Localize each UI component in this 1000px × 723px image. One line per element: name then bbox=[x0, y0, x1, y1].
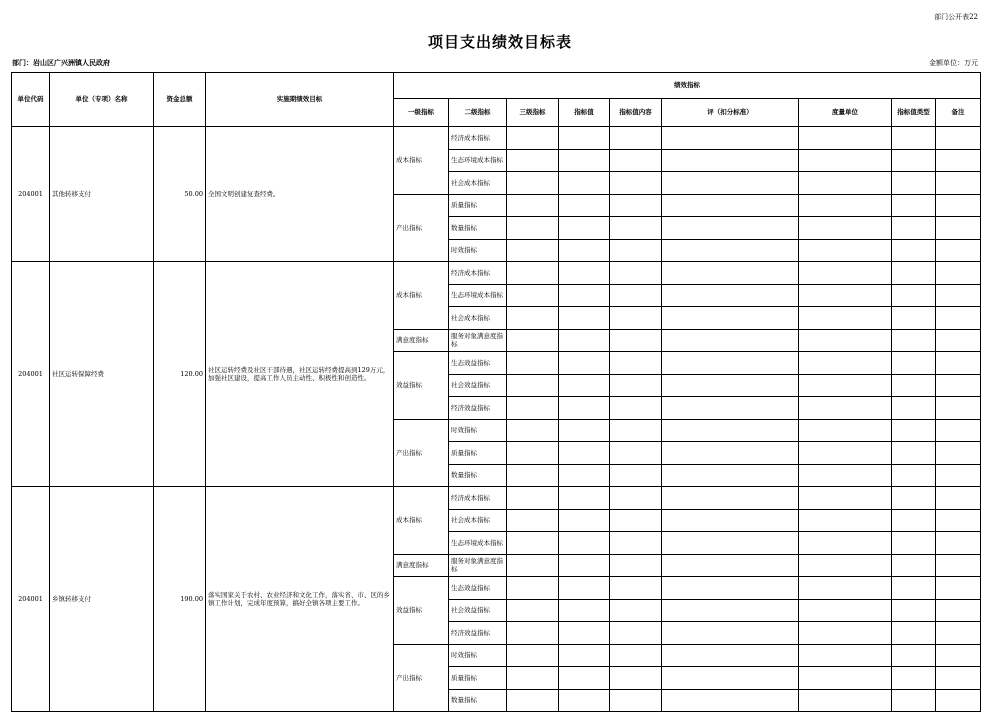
empty-cell bbox=[559, 532, 610, 555]
level1-indicator: 成本指标 bbox=[394, 262, 449, 330]
empty-cell bbox=[662, 509, 799, 532]
empty-cell bbox=[892, 374, 936, 397]
empty-cell bbox=[662, 577, 799, 600]
performance-target-table bbox=[11, 72, 981, 712]
empty-cell bbox=[799, 554, 892, 577]
level2-indicator: 社会效益指标 bbox=[449, 599, 507, 622]
level2-indicator: 生态效益指标 bbox=[449, 352, 507, 375]
empty-cell bbox=[559, 307, 610, 330]
project-name: 其他转移支付 bbox=[50, 127, 154, 262]
empty-cell bbox=[507, 149, 559, 172]
empty-cell bbox=[507, 442, 559, 465]
empty-cell bbox=[936, 689, 981, 712]
level1-indicator: 效益指标 bbox=[394, 577, 449, 645]
empty-cell bbox=[662, 352, 799, 375]
empty-cell bbox=[799, 397, 892, 420]
empty-cell bbox=[559, 194, 610, 217]
empty-cell bbox=[662, 239, 799, 262]
level2-indicator: 服务对象满意度指标 bbox=[449, 329, 507, 352]
empty-cell bbox=[936, 667, 981, 690]
empty-cell bbox=[610, 307, 662, 330]
level2-indicator: 社会成本指标 bbox=[449, 509, 507, 532]
empty-cell bbox=[936, 284, 981, 307]
level2-indicator: 时效指标 bbox=[449, 419, 507, 442]
header-value-content: 指标值内容 bbox=[610, 99, 662, 127]
empty-cell bbox=[507, 689, 559, 712]
empty-cell bbox=[507, 644, 559, 667]
empty-cell bbox=[559, 667, 610, 690]
empty-cell bbox=[892, 284, 936, 307]
header-total-funds: 资金总额 bbox=[154, 73, 206, 127]
project-code: 204001 bbox=[12, 262, 50, 487]
empty-cell bbox=[799, 194, 892, 217]
empty-cell bbox=[936, 509, 981, 532]
table-row bbox=[12, 262, 981, 285]
header-level2: 二级指标 bbox=[449, 99, 507, 127]
empty-cell bbox=[892, 644, 936, 667]
empty-cell bbox=[559, 149, 610, 172]
level2-indicator: 时效指标 bbox=[449, 239, 507, 262]
header-measure-unit: 度量单位 bbox=[799, 99, 892, 127]
empty-cell bbox=[610, 284, 662, 307]
level2-indicator: 社会成本指标 bbox=[449, 172, 507, 195]
header-value-type: 指标值类型 bbox=[892, 99, 936, 127]
empty-cell bbox=[936, 352, 981, 375]
empty-cell bbox=[936, 599, 981, 622]
empty-cell bbox=[559, 509, 610, 532]
empty-cell bbox=[892, 464, 936, 487]
empty-cell bbox=[662, 307, 799, 330]
empty-cell bbox=[507, 127, 559, 150]
empty-cell bbox=[507, 284, 559, 307]
project-amount: 120.00 bbox=[154, 262, 206, 487]
page-title: 项目支出绩效目标表 bbox=[427, 33, 572, 51]
empty-cell bbox=[610, 352, 662, 375]
empty-cell bbox=[610, 194, 662, 217]
empty-cell bbox=[559, 352, 610, 375]
level2-indicator: 经济成本指标 bbox=[449, 262, 507, 285]
level1-indicator: 产出指标 bbox=[394, 419, 449, 487]
empty-cell bbox=[662, 532, 799, 555]
level2-indicator: 时效指标 bbox=[449, 644, 507, 667]
empty-cell bbox=[662, 374, 799, 397]
empty-cell bbox=[662, 487, 799, 510]
empty-cell bbox=[559, 397, 610, 420]
empty-cell bbox=[610, 217, 662, 240]
empty-cell bbox=[662, 644, 799, 667]
header-value: 指标值 bbox=[559, 99, 610, 127]
level1-indicator: 效益指标 bbox=[394, 352, 449, 420]
empty-cell bbox=[799, 374, 892, 397]
empty-cell bbox=[610, 442, 662, 465]
empty-cell bbox=[662, 127, 799, 150]
empty-cell bbox=[892, 329, 936, 352]
empty-cell bbox=[559, 419, 610, 442]
empty-cell bbox=[662, 217, 799, 240]
empty-cell bbox=[799, 622, 892, 645]
project-goal: 社区运转经费及社区干部待遇，社区运转经费提高到129万元，加强社区建设，提高工作人员主动性、积极性和创造性。 bbox=[206, 262, 394, 487]
empty-cell bbox=[936, 464, 981, 487]
level2-indicator: 生态环境成本指标 bbox=[449, 149, 507, 172]
empty-cell bbox=[936, 307, 981, 330]
empty-cell bbox=[662, 419, 799, 442]
empty-cell bbox=[507, 622, 559, 645]
empty-cell bbox=[892, 532, 936, 555]
empty-cell bbox=[559, 689, 610, 712]
empty-cell bbox=[799, 689, 892, 712]
empty-cell bbox=[507, 487, 559, 510]
empty-cell bbox=[799, 532, 892, 555]
empty-cell bbox=[610, 239, 662, 262]
empty-cell bbox=[892, 127, 936, 150]
empty-cell bbox=[936, 442, 981, 465]
project-amount: 190.00 bbox=[154, 487, 206, 712]
empty-cell bbox=[799, 599, 892, 622]
empty-cell bbox=[662, 622, 799, 645]
empty-cell bbox=[799, 509, 892, 532]
empty-cell bbox=[892, 689, 936, 712]
project-amount: 50.00 bbox=[154, 127, 206, 262]
empty-cell bbox=[507, 352, 559, 375]
empty-cell bbox=[610, 329, 662, 352]
empty-cell bbox=[559, 442, 610, 465]
amount-unit-label: 金额单位：万元 bbox=[929, 59, 978, 67]
empty-cell bbox=[892, 622, 936, 645]
empty-cell bbox=[799, 329, 892, 352]
level2-indicator: 质量指标 bbox=[449, 194, 507, 217]
empty-cell bbox=[507, 194, 559, 217]
level1-indicator: 满意度指标 bbox=[394, 329, 449, 352]
empty-cell bbox=[662, 149, 799, 172]
empty-cell bbox=[892, 149, 936, 172]
header-remark: 备注 bbox=[936, 99, 981, 127]
empty-cell bbox=[892, 194, 936, 217]
empty-cell bbox=[507, 172, 559, 195]
project-goal: 落实国家关于农村、农业经济和文化工作，落实省、市、区的乡镇工作计划，完成年度预算，搞好全镇各项主要工作。 bbox=[206, 487, 394, 712]
empty-cell bbox=[936, 239, 981, 262]
department-label: 部门：岩山区广兴洲镇人民政府 bbox=[12, 58, 110, 67]
empty-cell bbox=[610, 554, 662, 577]
empty-cell bbox=[892, 172, 936, 195]
empty-cell bbox=[559, 329, 610, 352]
empty-cell bbox=[662, 442, 799, 465]
empty-cell bbox=[559, 127, 610, 150]
level1-indicator: 产出指标 bbox=[394, 644, 449, 712]
empty-cell bbox=[507, 554, 559, 577]
empty-cell bbox=[507, 239, 559, 262]
empty-cell bbox=[610, 172, 662, 195]
empty-cell bbox=[799, 307, 892, 330]
empty-cell bbox=[936, 622, 981, 645]
empty-cell bbox=[892, 554, 936, 577]
empty-cell bbox=[936, 397, 981, 420]
level2-indicator: 质量指标 bbox=[449, 442, 507, 465]
header-performance: 绩效指标 bbox=[394, 73, 981, 99]
empty-cell bbox=[892, 352, 936, 375]
level1-indicator: 成本指标 bbox=[394, 487, 449, 555]
empty-cell bbox=[662, 667, 799, 690]
level2-indicator: 生态环境成本指标 bbox=[449, 284, 507, 307]
empty-cell bbox=[507, 532, 559, 555]
empty-cell bbox=[559, 599, 610, 622]
empty-cell bbox=[610, 577, 662, 600]
empty-cell bbox=[559, 554, 610, 577]
empty-cell bbox=[662, 397, 799, 420]
empty-cell bbox=[892, 667, 936, 690]
empty-cell bbox=[610, 464, 662, 487]
empty-cell bbox=[559, 622, 610, 645]
level2-indicator: 生态环境成本指标 bbox=[449, 532, 507, 555]
header-level1: 一级指标 bbox=[394, 99, 449, 127]
level2-indicator: 质量指标 bbox=[449, 667, 507, 690]
empty-cell bbox=[936, 262, 981, 285]
table-body bbox=[12, 127, 981, 712]
empty-cell bbox=[662, 554, 799, 577]
empty-cell bbox=[507, 374, 559, 397]
empty-cell bbox=[662, 262, 799, 285]
empty-cell bbox=[610, 374, 662, 397]
empty-cell bbox=[936, 127, 981, 150]
empty-cell bbox=[936, 374, 981, 397]
empty-cell bbox=[610, 397, 662, 420]
empty-cell bbox=[559, 217, 610, 240]
empty-cell bbox=[662, 689, 799, 712]
empty-cell bbox=[507, 509, 559, 532]
empty-cell bbox=[559, 577, 610, 600]
empty-cell bbox=[799, 487, 892, 510]
empty-cell bbox=[559, 464, 610, 487]
level1-indicator: 成本指标 bbox=[394, 127, 449, 195]
empty-cell bbox=[892, 419, 936, 442]
empty-cell bbox=[610, 667, 662, 690]
level2-indicator: 数量指标 bbox=[449, 217, 507, 240]
empty-cell bbox=[936, 487, 981, 510]
empty-cell bbox=[799, 262, 892, 285]
empty-cell bbox=[507, 419, 559, 442]
empty-cell bbox=[507, 329, 559, 352]
empty-cell bbox=[662, 284, 799, 307]
empty-cell bbox=[892, 397, 936, 420]
empty-cell bbox=[507, 217, 559, 240]
project-name: 乡镇转移支付 bbox=[50, 487, 154, 712]
empty-cell bbox=[799, 239, 892, 262]
empty-cell bbox=[662, 172, 799, 195]
level2-indicator: 社会成本指标 bbox=[449, 307, 507, 330]
empty-cell bbox=[799, 352, 892, 375]
empty-cell bbox=[799, 667, 892, 690]
empty-cell bbox=[610, 532, 662, 555]
empty-cell bbox=[610, 487, 662, 510]
empty-cell bbox=[662, 194, 799, 217]
level1-indicator: 产出指标 bbox=[394, 194, 449, 262]
empty-cell bbox=[936, 194, 981, 217]
header-level3: 三级指标 bbox=[507, 99, 559, 127]
table-row bbox=[12, 487, 981, 510]
level2-indicator: 社会效益指标 bbox=[449, 374, 507, 397]
empty-cell bbox=[892, 599, 936, 622]
header-code: 单位代码 bbox=[12, 73, 50, 127]
project-code: 204001 bbox=[12, 127, 50, 262]
header-goal: 实施期绩效目标 bbox=[206, 73, 394, 127]
empty-cell bbox=[936, 419, 981, 442]
empty-cell bbox=[936, 172, 981, 195]
empty-cell bbox=[559, 374, 610, 397]
empty-cell bbox=[936, 644, 981, 667]
empty-cell bbox=[799, 149, 892, 172]
empty-cell bbox=[610, 127, 662, 150]
level2-indicator: 生态效益指标 bbox=[449, 577, 507, 600]
empty-cell bbox=[799, 464, 892, 487]
empty-cell bbox=[559, 262, 610, 285]
empty-cell bbox=[507, 262, 559, 285]
empty-cell bbox=[507, 599, 559, 622]
table-row bbox=[12, 127, 981, 150]
empty-cell bbox=[610, 644, 662, 667]
empty-cell bbox=[799, 172, 892, 195]
header-unit-name: 单位（专项）名称 bbox=[50, 73, 154, 127]
empty-cell bbox=[610, 622, 662, 645]
empty-cell bbox=[559, 487, 610, 510]
empty-cell bbox=[610, 149, 662, 172]
empty-cell bbox=[610, 419, 662, 442]
empty-cell bbox=[892, 442, 936, 465]
empty-cell bbox=[892, 577, 936, 600]
empty-cell bbox=[559, 644, 610, 667]
empty-cell bbox=[892, 307, 936, 330]
empty-cell bbox=[799, 644, 892, 667]
empty-cell bbox=[799, 127, 892, 150]
empty-cell bbox=[507, 307, 559, 330]
empty-cell bbox=[892, 239, 936, 262]
table-number-label: 部门公开表22 bbox=[934, 13, 978, 21]
empty-cell bbox=[559, 284, 610, 307]
level2-indicator: 经济效益指标 bbox=[449, 622, 507, 645]
empty-cell bbox=[936, 554, 981, 577]
empty-cell bbox=[892, 217, 936, 240]
empty-cell bbox=[559, 172, 610, 195]
level2-indicator: 经济成本指标 bbox=[449, 487, 507, 510]
empty-cell bbox=[892, 262, 936, 285]
level2-indicator: 数量指标 bbox=[449, 464, 507, 487]
empty-cell bbox=[936, 329, 981, 352]
empty-cell bbox=[662, 464, 799, 487]
level2-indicator: 经济效益指标 bbox=[449, 397, 507, 420]
empty-cell bbox=[507, 667, 559, 690]
empty-cell bbox=[610, 689, 662, 712]
empty-cell bbox=[892, 509, 936, 532]
project-name: 社区运转保障经费 bbox=[50, 262, 154, 487]
project-goal: 全国文明创建复查经费。 bbox=[206, 127, 394, 262]
empty-cell bbox=[507, 464, 559, 487]
level2-indicator: 服务对象满意度指标 bbox=[449, 554, 507, 577]
empty-cell bbox=[662, 329, 799, 352]
empty-cell bbox=[936, 149, 981, 172]
empty-cell bbox=[559, 239, 610, 262]
header-scoring: 评（扣分标准） bbox=[662, 99, 799, 127]
empty-cell bbox=[799, 217, 892, 240]
empty-cell bbox=[799, 419, 892, 442]
empty-cell bbox=[610, 509, 662, 532]
empty-cell bbox=[799, 284, 892, 307]
empty-cell bbox=[507, 397, 559, 420]
empty-cell bbox=[936, 532, 981, 555]
level2-indicator: 经济成本指标 bbox=[449, 127, 507, 150]
empty-cell bbox=[610, 262, 662, 285]
empty-cell bbox=[892, 487, 936, 510]
empty-cell bbox=[799, 577, 892, 600]
level1-indicator: 满意度指标 bbox=[394, 554, 449, 577]
empty-cell bbox=[662, 599, 799, 622]
empty-cell bbox=[936, 577, 981, 600]
project-code: 204001 bbox=[12, 487, 50, 712]
level2-indicator: 数量指标 bbox=[449, 689, 507, 712]
empty-cell bbox=[936, 217, 981, 240]
empty-cell bbox=[610, 599, 662, 622]
empty-cell bbox=[799, 442, 892, 465]
empty-cell bbox=[507, 577, 559, 600]
